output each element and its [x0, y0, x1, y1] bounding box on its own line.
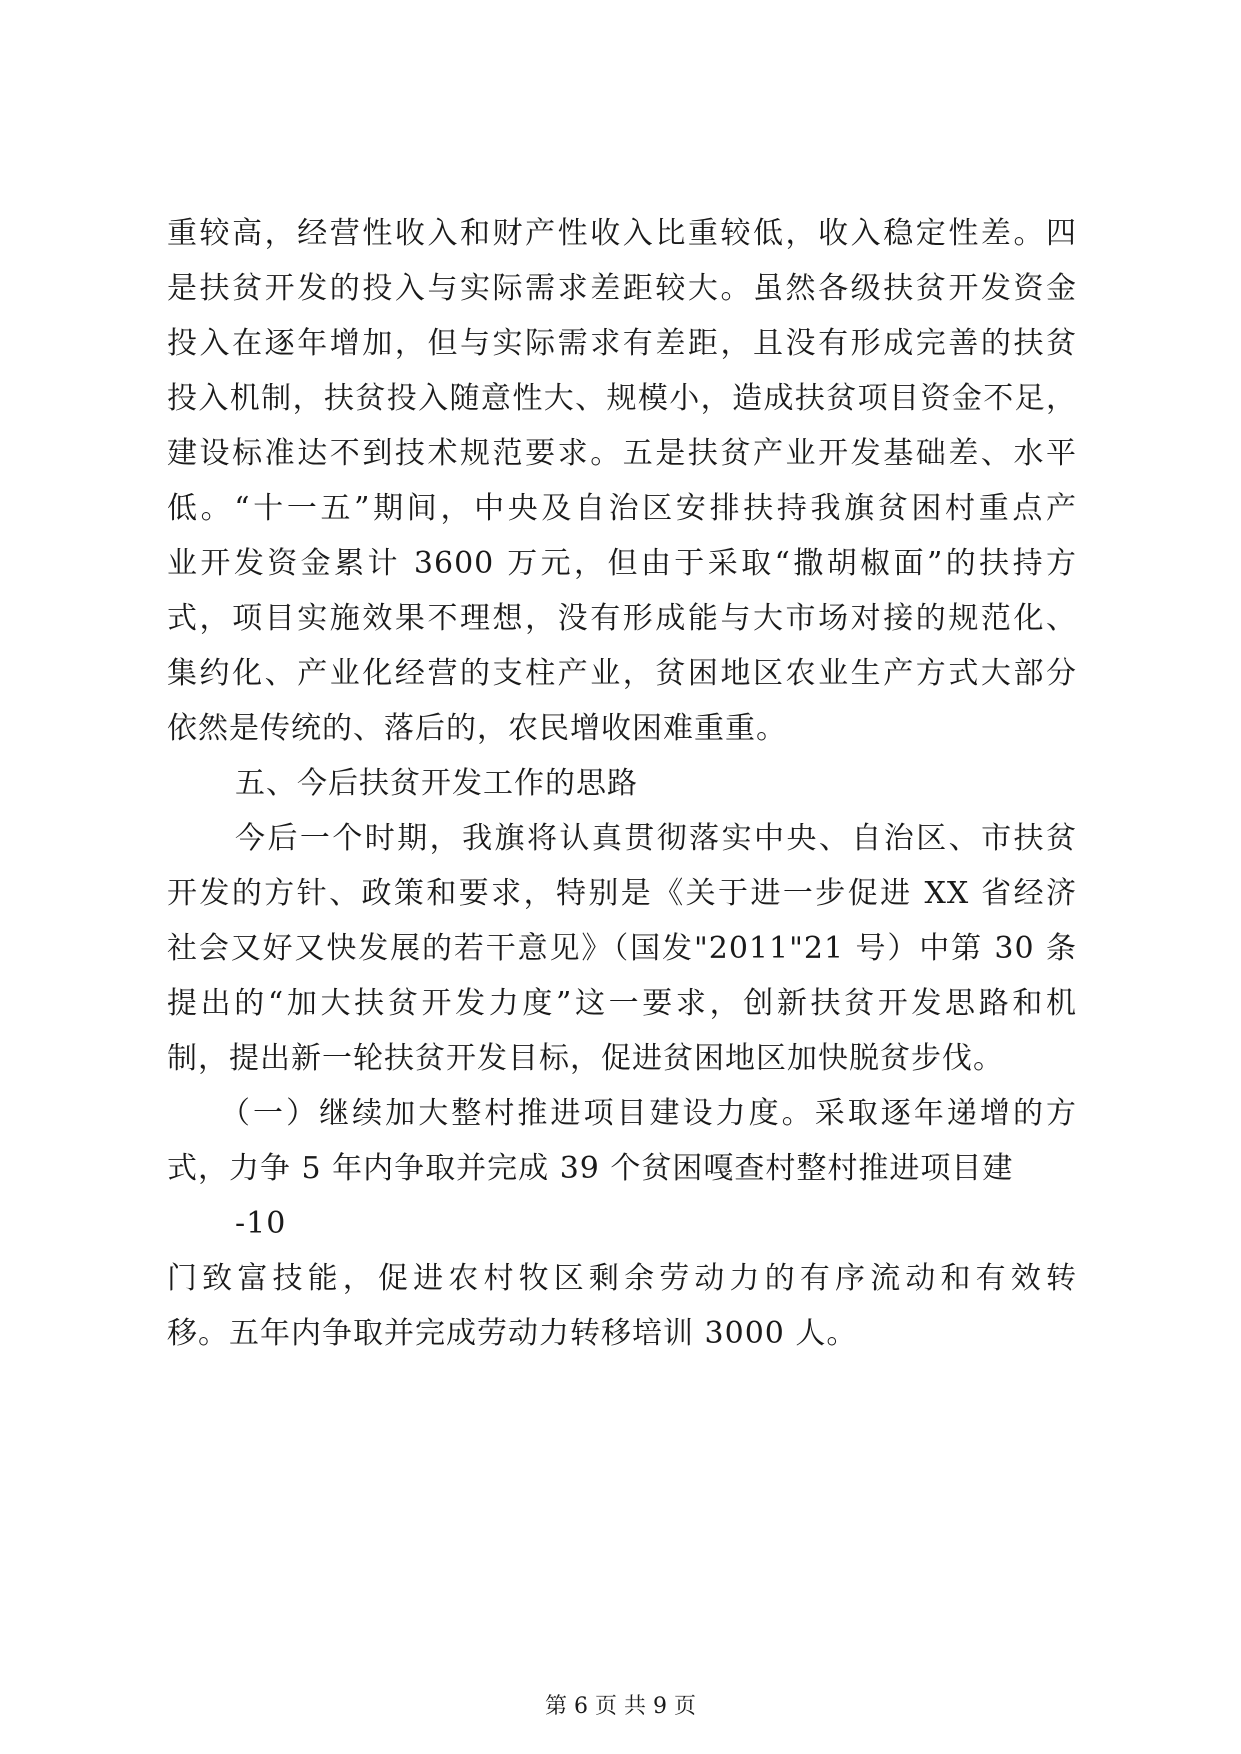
- paragraph-2-line-5: 制，提出新一轮扶贫开发目标，促进贫困地区加快脱贫步伐。: [167, 1041, 1004, 1076]
- paragraph-4-line-2: 移。五年内争取并完成劳动力转移培训 3000 人。: [167, 1316, 858, 1351]
- paragraph-1-line-8: 式，项目实施效果不理想，没有形成能与大市场对接的规范化、: [167, 601, 1077, 636]
- page-footer: 第 6 页 共 9 页: [545, 1694, 696, 1719]
- paragraph-1-line-4: 投入机制，扶贫投入随意性大、规模小，造成扶贫项目资金不足，: [167, 381, 1077, 416]
- paragraph-1-line-6: 低。“十一五”期间，中央及自治区安排扶持我旗贫困村重点产: [167, 491, 1077, 526]
- paragraph-2-line-4: 提出的“加大扶贫开发力度”这一要求，创新扶贫开发思路和机: [167, 986, 1077, 1021]
- page-marker: -10: [235, 1206, 287, 1241]
- paragraph-1-line-2: 是扶贫开发的投入与实际需求差距较大。虽然各级扶贫开发资金: [167, 271, 1077, 306]
- section-heading: 五、今后扶贫开发工作的思路: [235, 766, 638, 801]
- paragraph-1-line-3: 投入在逐年增加，但与实际需求有差距，且没有形成完善的扶贫: [167, 326, 1077, 361]
- paragraph-1-line-7: 业开发资金累计 3600 万元，但由于采取“撒胡椒面”的扶持方: [167, 546, 1077, 581]
- paragraph-3-line-2: 式，力争 5 年内争取并完成 39 个贫困嘎查村整村推进项目建: [167, 1151, 1014, 1186]
- paragraph-2-line-1: 今后一个时期，我旗将认真贯彻落实中央、自治区、市扶贫: [235, 821, 1077, 856]
- paragraph-2-line-2: 开发的方针、政策和要求，特别是《关于进一步促进 XX 省经济: [167, 876, 1077, 911]
- paragraph-1-line-5: 建设标准达不到技术规范要求。五是扶贫产业开发基础差、水平: [167, 436, 1077, 471]
- paragraph-1-line-10: 依然是传统的、落后的，农民增收困难重重。: [167, 711, 787, 746]
- paragraph-1-line-9: 集约化、产业化经营的支柱产业，贫困地区农业生产方式大部分: [167, 656, 1077, 691]
- paragraph-2-line-3: 社会又好又快发展的若干意见》（国发"2011"21 号）中第 30 条: [167, 931, 1077, 966]
- paragraph-3-line-1: （一）继续加大整村推进项目建设力度。采取逐年递增的方: [220, 1096, 1077, 1131]
- paragraph-1-line-1: 重较高，经营性收入和财产性收入比重较低，收入稳定性差。四: [167, 216, 1077, 251]
- paragraph-4-line-1: 门致富技能，促进农村牧区剩余劳动力的有序流动和有效转: [167, 1261, 1077, 1296]
